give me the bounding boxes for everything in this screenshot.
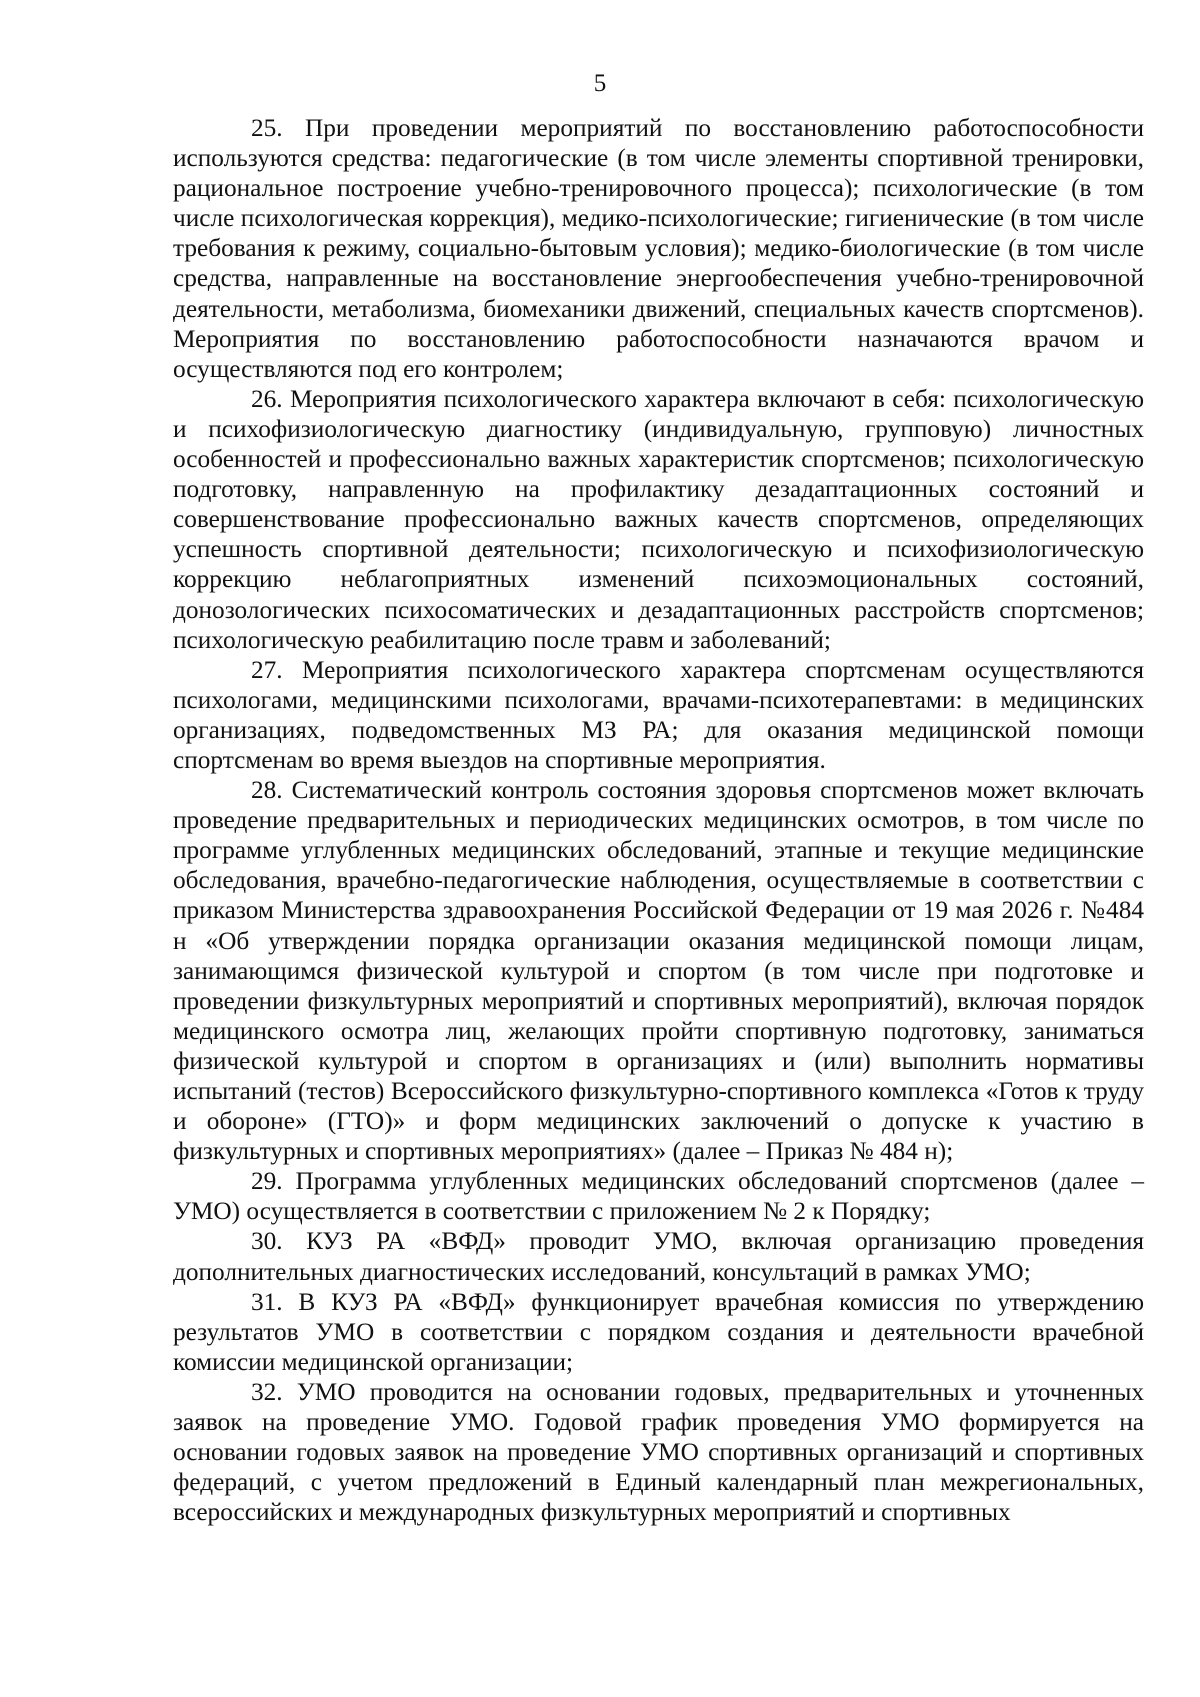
page-number: 5 [593,70,607,97]
paragraph-30: 30. КУЗ РА «ВФД» проводит УМО, включая организацию проведения дополнительных диагностических исследований, консультаций в рамках УМО; [173,1227,1144,1286]
document-body [173,113,1144,1527]
paragraph-27: 27. Мероприятия психологического характера спортсменам осуществляются психологами, медицинскими психологами, врачами-психотерапевтами: в медицинских организациях, подведомственных МЗ РА; для оказания медицинской помощи спортсменам во время выездов на спортивные мероприятия. [173,655,1144,774]
paragraph-28: 28. Систематический контроль состояния здоровья спортсменов может включать проведение предварительных и периодических медицинских осмотров, в том числе по программе углубленных медицинских обследований, этапные и текущие медицинские обследования, врачебно-педагогические наблюдения, осуществляемые в соответствии с приказом Министерства здравоохранения Российской Федерации от 19 мая 2026 г. №484 н «Об утверждении порядка организации оказания медицинской помощи лицам, занимающимся физической культурой и спортом (в том числе при подготовке и проведении физкультурных мероприятий и спортивных мероприятий), включая порядок медицинского осмотра лиц, желающих пройти спортивную подготовку, заниматься физической культурой и спортом в организациях и (или) выполнить нормативы испытаний (тестов) Всероссийского физкультурно-спортивного комплекса «Готов к труду и обороне» (ГТО)» и форм медицинских заключений о допуске к участию в физкультурных и спортивных мероприятиях» (далее – Приказ № 484 н); [173,776,1144,1166]
paragraph-26: 26. Мероприятия психологического характера включают в себя: психологическую и психофизиологическую диагностику (индивидуальную, групповую) личностных особенностей и профессионально важных характеристик спортсменов; психологическую подготовку, направленную на профилактику дезадаптационных состояний и совершенствование профессионально важных качеств спортсменов, определяющих успешность спортивной деятельности; психологическую и психофизиологическую коррекцию неблагоприятных изменений психоэмоциональных состояний, донозологических психосоматических и дезадаптационных расстройств спортсменов; психологическую реабилитацию после травм и заболеваний; [173,384,1144,654]
paragraph-25: 25. При проведении мероприятий по восстановлению работоспособности используются средства: педагогические (в том числе элементы спортивной тренировки, рациональное построение учебно-тренировочного процесса); психологические (в том числе психологическая коррекция), медико-психологические; гигиенические (в том числе требования к режиму, социально-бытовым условия); медико-биологические (в том числе средства, направленные на восстановление энергообеспечения учебно-тренировочной деятельности, метаболизма, биомеханики движений, специальных качеств спортсменов). Мероприятия по восстановлению работоспособности назначаются врачом и осуществляются под его контролем; [173,114,1144,383]
paragraph-31: 31. В КУЗ РА «ВФД» функционирует врачебная комиссия по утверждению результатов УМО в соответствии с порядком создания и деятельности врачебной комиссии медицинской организации; [173,1287,1144,1376]
paragraph-32: 32. УМО проводится на основании годовых, предварительных и уточненных заявок на проведение УМО. Годовой график проведения УМО формируется на основании годовых заявок на проведение УМО спортивных организаций и спортивных федераций, с учетом предложений в Единый календарный план межрегиональных, всероссийских и международных физкультурных мероприятий и спортивных [173,1377,1144,1527]
paragraph-29: 29. Программа углубленных медицинских обследований спортсменов (далее – УМО) осуществляется в соответствии с приложением № 2 к Порядку; [173,1167,1144,1226]
